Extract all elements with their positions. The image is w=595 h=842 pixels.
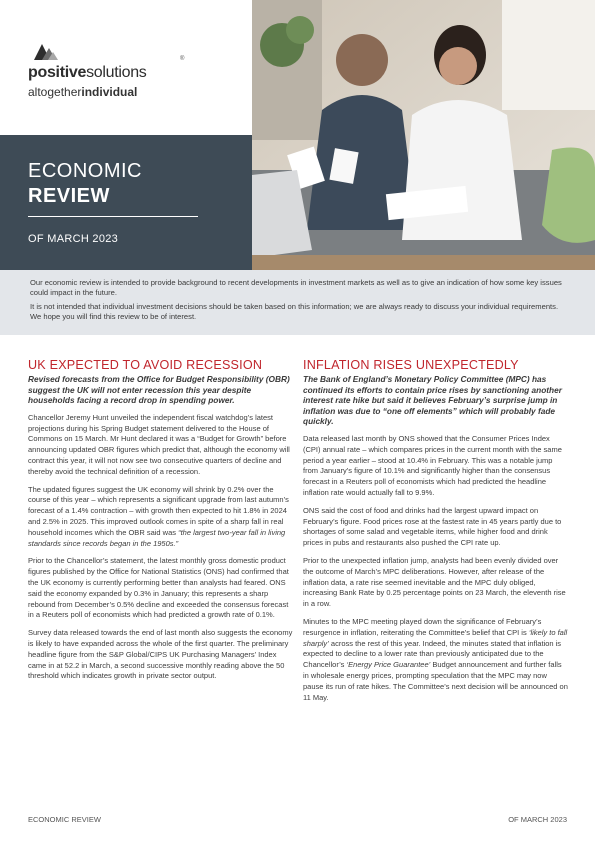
- title-panel: [0, 135, 252, 270]
- intro-paragraph-2: It is not intended that individual investment decisions should be taken based on this information; we are always ready to discuss your individual requirements. We hope you will find this review to be of interest.: [30, 302, 559, 321]
- logo-wordmark: positivesolutions: [28, 64, 147, 81]
- article-inflation: [303, 358, 569, 710]
- article-paragraph: Chancellor Jeremy Hunt unveiled the independent fiscal watchdog’s latest projections during his Spring Budget statement delivered to the House of Commons on 15 March. Mr Hunt declared it was a “Budget for Growth” before announcing updated OBR figures which predict that, although the economy will contract this year, it will not now see two consecutive quarters of decline and thereby avoid the technical definition of a recession.: [28, 412, 290, 476]
- brand-header: [0, 0, 252, 135]
- article-paragraph: Data released last month by ONS showed that the Consumer Prices Index (CPI) annual rate – which compares prices in the current month with the same period a year earlier – stood at 10.4% in February. This was a notable jump from January’s figure of 10.1% and significantly higher than the consensus forecast in a Reuters poll of economists which had predicted the headline inflation rate would actually fall to 9.9%.: [303, 433, 562, 497]
- footer-title: ECONOMIC REVIEW: [28, 815, 101, 824]
- article-recession: [28, 358, 294, 689]
- registered-mark: ®: [180, 56, 185, 62]
- footer-date: OF MARCH 2023: [508, 815, 567, 824]
- couple-reviewing-bills-photo-icon: [252, 0, 595, 270]
- article-lead: The Bank of England’s Monetary Policy Committee (MPC) has continued its efforts to contain price rises by sanctioning another interest rate hike but said it believes February’s surprise jump in inflation was due to “one off elements” which will probably fade quickly.: [303, 374, 562, 427]
- article-lead: Revised forecasts from the Office for Budget Responsibility (OBR) suggest the UK will not enter recession this year despite households facing a record drop in spending power.: [28, 374, 290, 406]
- article-paragraph: Prior to the Chancellor’s statement, the latest monthly gross domestic product figures published by the Office for National Statistics (ONS) had confirmed that the UK economy is currently performing better than analysts had feared. ONS said the economy expanded by 0.3% in January; this represents a sharp rebound from December’s 0.5% decline and exceeded the consensus forecast in a Reuters poll of economists which had predicted a growth rate of 0.1%.: [28, 556, 289, 620]
- logo-tagline: altogetherindividual: [28, 85, 138, 99]
- article-paragraph: Survey data released towards the end of last month also suggests the economy is likely to have expanded across the whole of the first quarter. The preliminary headline figure from the S&P Global/CIPS UK Purchasing Managers’ Index came in at 52.2 in March, a second successive monthly reading above the 50 threshold which indicates growth in private sector output.: [28, 628, 293, 681]
- title-line-1: ECONOMIC: [28, 160, 142, 182]
- article-quote: ‘likely to fall sharply’: [303, 627, 568, 648]
- hero-photo: [252, 0, 595, 270]
- issue-date: OF MARCH 2023: [28, 233, 119, 245]
- article-paragraph: ONS said the cost of food and drinks had the largest upward impact on February’s figure. Food prices rose at the fastest rate in 45 years partly due to shortages of some salad and vegetable items, while higher food and drink prices in pubs and restaurants also pushed the CPI rate up.: [303, 505, 562, 548]
- title-line-2: REVIEW: [28, 185, 110, 207]
- article-quote: ‘Energy Price Guarantee’: [346, 660, 431, 670]
- article-quote: “the largest two-year fall in living standards since records began in the 1950s.”: [28, 527, 286, 548]
- article-heading: INFLATION RISES UNEXPECTEDLY: [303, 358, 519, 372]
- article-paragraph: Minutes to the MPC meeting played down the significance of February’s resurgence in inflation, reiterating the Committee’s belief that CPI is ‘likely to fall sharply’ across the rest of this year. Indeed, the minutes stated that inflation is expected to decline to a lower rate than previously anticipated due to the Chancellor’s ‘Energy Price Guarantee’ Budget announcement and further falls in wholesale energy prices, prompting speculation that the MPC may now pause its run of rate hikes. The Committee’s next decision will be announced on 11 May.: [303, 616, 568, 702]
- article-quote: “one off elements”: [382, 405, 457, 416]
- intro-band: [0, 270, 595, 335]
- logo-mark-icon: [28, 40, 62, 62]
- article-paragraph: Prior to the unexpected inflation jump, analysts had been evenly divided over the outcome of March’s MPC deliberations. However, after release of the inflation data, a rate rise seemed inevitable and the MPC duly obliged, increasing Bank Rate by 0.25 percentage points on 23 March, the eleventh rise in a row.: [303, 555, 566, 609]
- title-divider: [28, 216, 198, 217]
- article-heading: UK EXPECTED TO AVOID RECESSION: [28, 358, 263, 372]
- article-paragraph: The updated figures suggest the UK economy will shrink by 0.2% over the course of this year – which represents a significant upgrade from last autumn’s forecast of a 1.4% contraction – with growth then expected to hit 1.8% in 2024 and 2.5% in 2025. This improved outlook comes in spite of a sharp fall in real household incomes which the OBR said was “the largest two-year fall in living standards since records began in the 1950s.”: [28, 484, 289, 548]
- intro-paragraph-1: Our economic review is intended to provide background to recent developments in investment markets as well as to give an indication of how some key issues could impact in the future.: [30, 278, 562, 297]
